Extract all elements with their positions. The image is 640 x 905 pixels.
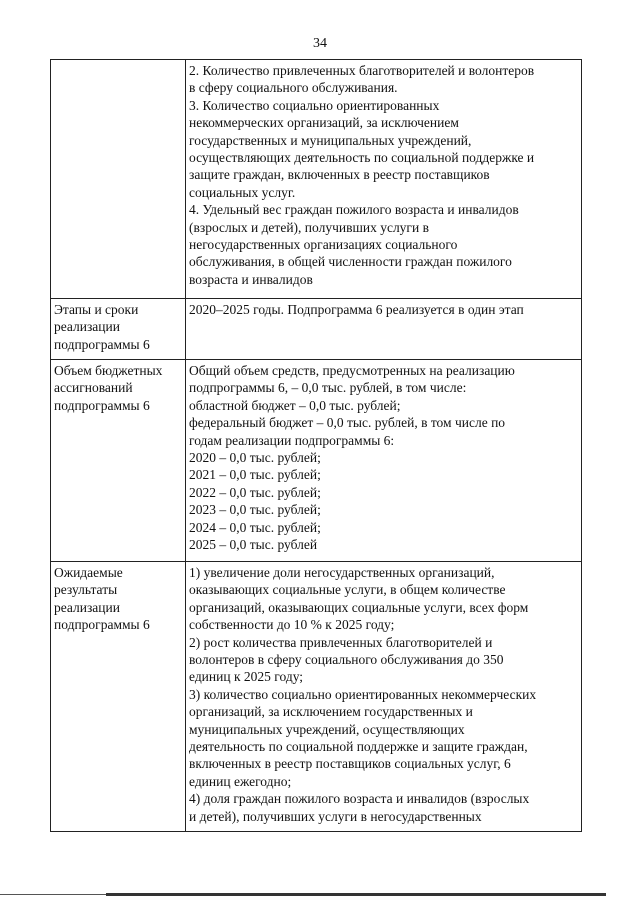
- footer-rule-thick: [106, 893, 606, 896]
- page-number: 34: [313, 36, 327, 51]
- row-label-cell: [51, 360, 186, 562]
- content-line: обслуживания, в общей численности граждан пожилого: [189, 254, 512, 270]
- content-line: 2. Количество привлеченных благотворителей и волонтеров: [189, 63, 535, 78]
- content-line: единиц ежегодно;: [189, 773, 292, 789]
- content-line: 2022 – 0,0 тыс. рублей;: [189, 484, 321, 500]
- content-line: 3. Количество социально ориентированных: [189, 97, 440, 113]
- table-row-budget-allocations: [51, 360, 582, 562]
- content-line: волонтеров в сферу социального обслуживания до 350: [189, 652, 504, 668]
- row-label: Этапы и сроки реализации подпрограммы 6: [54, 302, 150, 352]
- content-line: 2) рост количества привлеченных благотворителей и: [189, 634, 493, 650]
- content-line: государственных и муниципальных учреждений,: [189, 132, 472, 148]
- row-label: Ожидаемые результаты реализации подпрограммы 6: [54, 565, 150, 633]
- content-line: включенных в реестр поставщиков социальных услуг, 6: [189, 756, 511, 772]
- content-line: областной бюджет – 0,0 тыс. рублей;: [189, 397, 401, 413]
- content-line: деятельность по социальной поддержке и защите граждан,: [189, 739, 528, 755]
- content-line: годам реализации подпрограммы 6:: [189, 432, 395, 448]
- content-line: организаций, за исключением государственных и: [189, 704, 473, 720]
- row-label-cell: [51, 299, 186, 360]
- table-row-stages-and-terms: [51, 299, 582, 360]
- content-line: негосударственных организациях социального: [189, 237, 458, 253]
- content-line: муниципальных учреждений, осуществляющих: [189, 721, 465, 737]
- content-line: 1) увеличение доли негосударственных организаций,: [189, 565, 495, 580]
- content-line: 2024 – 0,0 тыс. рублей;: [189, 519, 321, 535]
- content-line: 2021 – 0,0 тыс. рублей;: [189, 467, 321, 483]
- content-line: социальных услуг.: [189, 184, 296, 200]
- content-line: 2020 – 0,0 тыс. рублей;: [189, 450, 321, 466]
- row-label-cell: [51, 60, 186, 299]
- content-line: в сферу социального обслуживания.: [189, 80, 398, 96]
- row-content-cell: [186, 299, 582, 360]
- content-line: (взрослых и детей), получивших услуги в: [189, 219, 429, 235]
- row-content-cell: [186, 562, 582, 832]
- content-line: и детей), получивших услуги в негосударственных: [189, 808, 482, 824]
- content-line: организаций, оказывающих социальные услуги, всех форм: [189, 599, 529, 615]
- content-line: защите граждан, включенных в реестр поставщиков: [189, 167, 490, 183]
- row-content-cell: [186, 360, 582, 562]
- content-line: единиц к 2025 году;: [189, 669, 304, 685]
- content-line: 4) доля граждан пожилого возраста и инвалидов (взрослых: [189, 791, 530, 807]
- table-row-expected-results: [51, 562, 582, 832]
- content-line: 2025 – 0,0 тыс. рублей: [189, 537, 318, 553]
- content-line: 2020–2025 годы. Подпрограмма 6 реализуется в один этап: [189, 302, 524, 317]
- row-content-cell: [186, 60, 582, 299]
- row-label: Объем бюджетных ассигнований подпрограммы 6: [54, 363, 163, 413]
- content-line: подпрограммы 6, – 0,0 тыс. рублей, в том числе:: [189, 380, 467, 396]
- content-line: 4. Удельный вес граждан пожилого возраста и инвалидов: [189, 202, 519, 218]
- subprogram-passport-table: [50, 59, 582, 832]
- content-line: федеральный бюджет – 0,0 тыс. рублей, в том числе по: [189, 415, 506, 431]
- content-line: возраста и инвалидов: [189, 271, 313, 287]
- content-line: оказывающих социальные услуги, в общем количестве: [189, 582, 506, 598]
- content-line: некоммерческих организаций, за исключением: [189, 115, 459, 131]
- row-label-cell: [51, 562, 186, 832]
- footer-rule-thin: [0, 894, 108, 895]
- content-line: 2023 – 0,0 тыс. рублей;: [189, 502, 321, 518]
- content-line: Общий объем средств, предусмотренных на реализацию: [189, 363, 515, 378]
- content-line: 3) количество социально ориентированных некоммерческих: [189, 686, 537, 702]
- content-line: осуществляющих деятельность по социальной поддержке и: [189, 150, 535, 166]
- table-row-indicators-continuation: [51, 60, 582, 299]
- content-line: собственности до 10 % к 2025 году;: [189, 617, 395, 633]
